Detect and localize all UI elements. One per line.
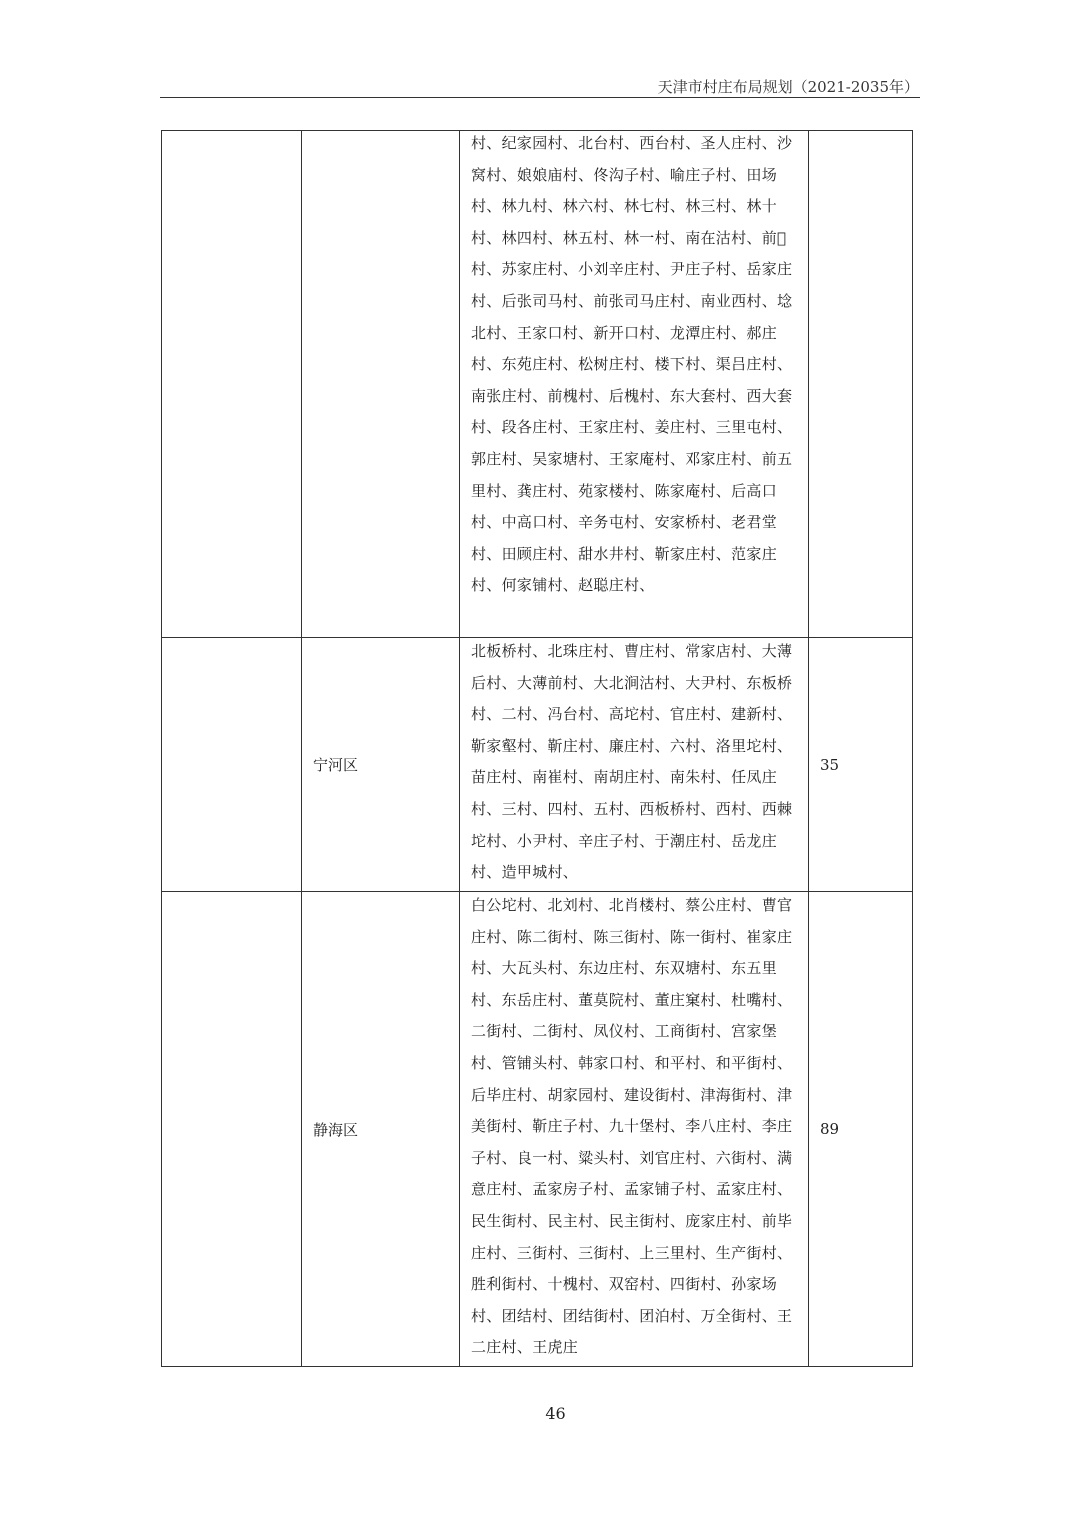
count-cell xyxy=(809,131,913,638)
page-number: 46 xyxy=(545,1404,566,1423)
province-cell xyxy=(162,892,302,1367)
villages-cell xyxy=(460,638,809,892)
villages-list: 村、纪家园村、北台村、西台村、圣人庄村、沙窝村、娘娘庙村、佟沟子村、喻庄子村、田场村、林九村、林六村、林七村、林三村、林十村、林四村、林五村、林一村、南在沽村、前𬍸村、苏家庄村、小刘辛庄村、尹庄子村、岳家庄村、后张司马村、前张司马庄村、南业西村、埝北村、王家口村、新开口村、龙潭庄村、郝庄村、东苑庄村、松树庄村、楼下村、渠吕庄村、南张庄村、前槐村、后槐村、东大套村、西大套村、段各庄村、王家庄村、姜庄村、三里屯村、郭庄村、吴家塘村、王家庵村、邓家庄村、前五里村、龚庄村、苑家楼村、陈家庵村、后高口村、中高口村、辛务屯村、安家桥村、老君堂村、田顾庄村、甜水井村、靳家庄村、范家庄村、何家铺村、赵聪庄村、 xyxy=(471,134,793,595)
count-cell: 35 xyxy=(809,638,913,892)
table-row xyxy=(162,892,913,1367)
villages-cell xyxy=(460,131,809,638)
table-row xyxy=(162,131,913,638)
province-cell xyxy=(162,131,302,638)
villages-cell xyxy=(460,892,809,1367)
district-cell: 宁河区 xyxy=(302,638,460,892)
village-table xyxy=(161,130,913,1367)
district-cell xyxy=(302,131,460,638)
province-cell xyxy=(162,638,302,892)
district-cell: 静海区 xyxy=(302,892,460,1367)
header-rule xyxy=(160,97,920,98)
count-cell: 89 xyxy=(809,892,913,1367)
villages-list: 北板桥村、北珠庄村、曹庄村、常家店村、大薄后村、大薄前村、大北涧沽村、大尹村、东板桥村、二村、冯台村、高坨村、官庄村、建新村、靳家壑村、靳庄村、廉庄村、六村、洛里坨村、苗庄村、南崔村、南胡庄村、南朱村、任凤庄村、三村、四村、五村、西板桥村、西村、西棘坨村、小尹村、辛庄子村、于潮庄村、岳龙庄村、造甲城村、 xyxy=(471,642,793,882)
document-header-title: 天津市村庄布局规划（2021-2035年） xyxy=(657,78,919,96)
table-row xyxy=(162,638,913,892)
villages-list: 白公坨村、北刘村、北肖楼村、蔡公庄村、曹官庄村、陈二街村、陈三街村、陈一街村、崔家庄村、大瓦头村、东边庄村、东双塘村、东五里村、东岳庄村、董莫院村、董庄窠村、杜嘴村、二街村、二街村、凤仪村、工商街村、宫家堡村、管铺头村、韩家口村、和平村、和平街村、后毕庄村、胡家园村、建设街村、津海街村、津美街村、靳庄子村、九十堡村、李八庄村、李庄子村、良一村、粱头村、刘官庄村、六街村、满意庄村、孟家房子村、孟家铺子村、孟家庄村、民生街村、民主村、民主街村、庞家庄村、前毕庄村、三街村、三街村、上三里村、生产街村、胜利街村、十槐村、双窑村、四街村、孙家场村、团结村、团结街村、团泊村、万全街村、王二庄村、王虎庄 xyxy=(471,896,793,1357)
